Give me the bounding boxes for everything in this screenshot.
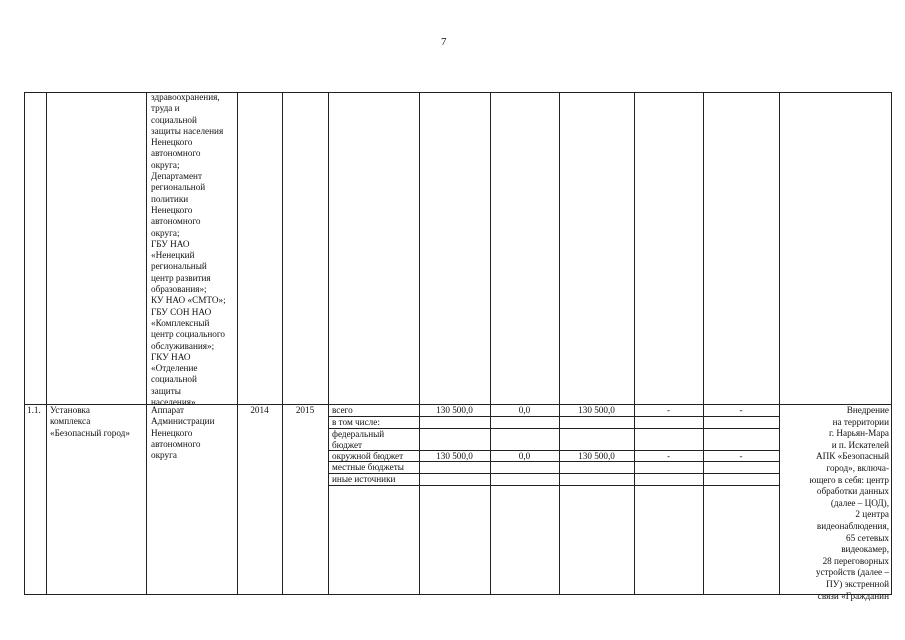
executor-continuation: здравоохранения, труда и социальной защиты населения Ненецкого автономного округа; Департамент региональной политики Ненецкого автономного округа; ГБУ НАО «Ненецкий региональный центр развития образования»; КУ НАО «СМТО»; ГБУ СОН НАО «Комплексный центр социального обслуживания»; ГКУ НАО «Отделение социальной защиты населения»	[151, 92, 226, 408]
total-sum: 130 500,0	[436, 405, 473, 415]
source-row-divider	[328, 416, 779, 417]
measure-name: Установка комплекса «Безопасный город»	[50, 405, 130, 438]
col-border	[237, 92, 238, 594]
table-bottom-border	[24, 594, 892, 595]
okrug-2016: -	[666, 451, 671, 461]
source-local: местные бюджеты	[332, 462, 404, 472]
okrug-sum: 130 500,0	[436, 451, 473, 461]
row-number: 1.1.	[27, 405, 41, 415]
total-2017: -	[739, 405, 743, 415]
total-2014: 0,0	[518, 405, 531, 415]
col-border	[328, 92, 329, 594]
col-border	[282, 92, 283, 594]
year-start: 2014	[250, 405, 269, 415]
total-2016: -	[666, 405, 671, 415]
col-border	[46, 92, 47, 594]
source-total: всего	[332, 405, 353, 415]
col-border	[419, 92, 420, 594]
col-border	[146, 92, 147, 594]
executor: Аппарат Администрации Ненецкого автономного округа	[151, 405, 215, 461]
source-row-divider	[328, 428, 779, 429]
source-federal: федеральный бюджет	[332, 429, 385, 450]
source-row-divider	[328, 485, 779, 486]
col-border	[559, 92, 560, 594]
col-border	[490, 92, 491, 594]
col-border	[24, 92, 25, 594]
source-including: в том числе:	[332, 417, 380, 427]
source-other: иные источники	[332, 474, 396, 484]
expected-result: Внедрение на территории г. Нарьян-Мара и п. Искателей АПК «Безопасный город», включа- ющего в себя: центр обработки данных (далее – ЦОД), 2 центра видеонаблюдения, 65 сетевых видеокамер, 28 переговорных устройств (далее – ПУ) экстренной связи «Гражданин	[809, 405, 889, 601]
year-end: 2015	[295, 405, 315, 415]
okrug-2014: 0,0	[518, 451, 531, 461]
okrug-2015: 130 500,0	[578, 451, 615, 461]
page-number: 7	[441, 36, 447, 48]
okrug-2017: -	[739, 451, 743, 461]
col-border	[703, 92, 704, 594]
source-okrug: окружной бюджет	[332, 451, 404, 461]
col-border	[779, 92, 780, 594]
col-border	[891, 92, 892, 594]
col-border	[634, 92, 635, 594]
total-2015: 130 500,0	[578, 405, 615, 415]
